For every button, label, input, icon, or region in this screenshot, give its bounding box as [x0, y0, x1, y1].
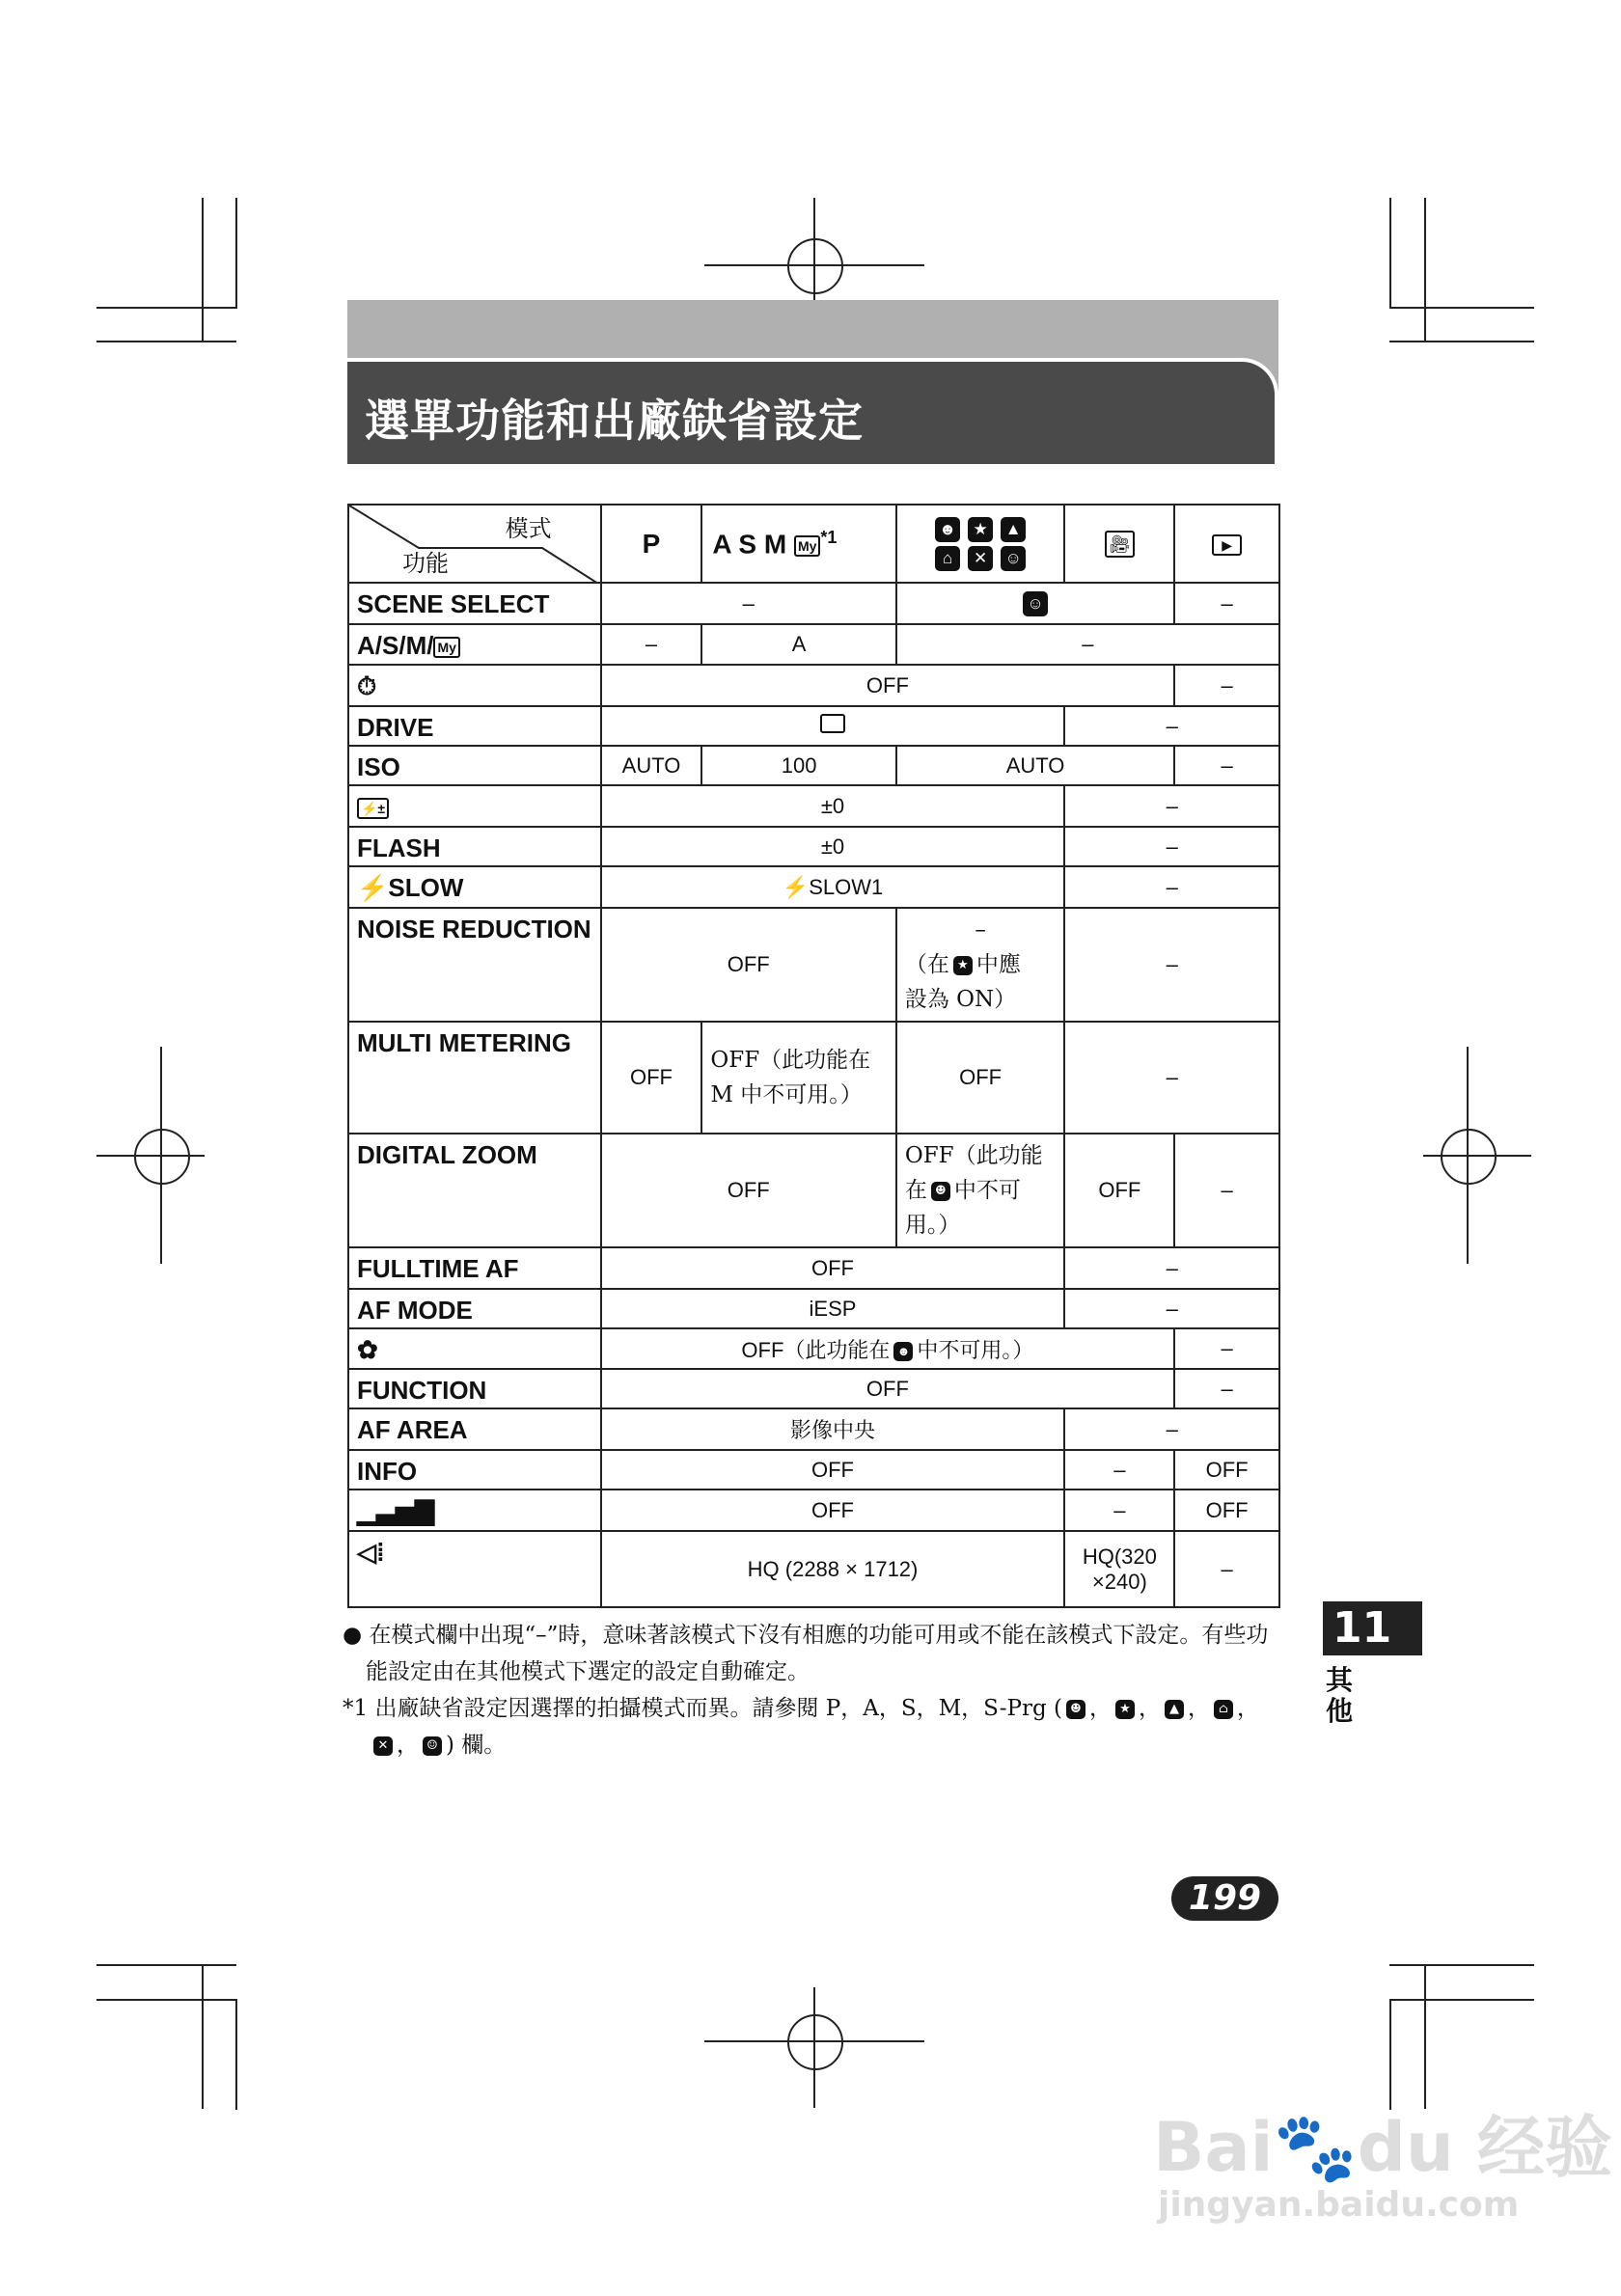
cell: – [1064, 866, 1279, 908]
table-row [348, 827, 1279, 866]
cell-text: 中應 [975, 952, 1021, 977]
flash-compensation-icon: ⚡± [357, 798, 389, 819]
cell: OFF [601, 1490, 1065, 1531]
sep: ， [397, 1733, 419, 1758]
table-row [348, 624, 1279, 665]
landscape-icon: ▲ [1001, 517, 1026, 542]
row-label [348, 624, 601, 665]
cell [896, 583, 1174, 624]
self-portrait-icon: ☺ [1001, 546, 1026, 571]
cell-text: SLOW1 [809, 874, 884, 899]
footnotes [343, 1617, 1283, 1763]
table-row [348, 746, 1279, 785]
cell: – [1064, 1490, 1174, 1531]
mode-play [1174, 505, 1279, 583]
histogram-icon: ▁▃▅▇ [348, 1490, 601, 1531]
cell-text: 中不可用。） [917, 1337, 1034, 1362]
row-label: DRIVE [348, 706, 601, 746]
table-row [348, 1490, 1279, 1531]
mode-asm [701, 505, 895, 583]
cell-text: ×240) [1091, 1569, 1147, 1594]
crop-mark [1389, 1999, 1534, 2001]
sep: ， [1237, 1696, 1259, 1721]
movie-icon: 🎥︎ [1105, 531, 1135, 558]
sep: ， [1089, 1696, 1112, 1721]
crop-mark [96, 1964, 236, 1966]
page-number: 199 [1171, 1876, 1278, 1921]
cell: – [1064, 908, 1279, 1022]
cell: – [1174, 1369, 1279, 1408]
cell: – [1064, 1022, 1279, 1134]
registration-circle [787, 2014, 843, 2070]
registration-circle [1441, 1129, 1497, 1185]
cell [601, 866, 1065, 908]
note-text: *1 出廠缺省設定因選擇的拍攝模式而異。請參閱 P，A，S，M，S-Prg ( [343, 1696, 1062, 1721]
mode-label: 模式 [505, 516, 552, 542]
cell: OFF [601, 1134, 896, 1247]
cell: OFF [601, 908, 896, 1022]
row-label [348, 785, 601, 827]
cell-text: OFF（此功能在 [904, 1143, 1043, 1203]
row-label-text: A/S/M/ [357, 631, 434, 660]
row-label: DIGITAL ZOOM [348, 1134, 601, 1247]
row-label: AF MODE [348, 1289, 601, 1328]
cell [896, 908, 1065, 1022]
cell: – [1064, 1247, 1279, 1289]
cell: OFF [1174, 1490, 1279, 1531]
row-label: INFO [348, 1450, 601, 1490]
table-row [348, 1134, 1279, 1247]
table-row [348, 1022, 1279, 1134]
single-shot-icon [820, 714, 845, 733]
sports-icon: ✕ [373, 1736, 393, 1756]
asm-footnote: *1 [820, 527, 838, 547]
cell-text: OFF（此功能在 [741, 1337, 891, 1362]
night-scene-icon: ★ [1115, 1700, 1135, 1719]
table-row [348, 706, 1279, 746]
sports-icon: ✕ [968, 546, 993, 571]
cell: – [1174, 746, 1279, 785]
cell: – [1174, 1134, 1279, 1247]
cell: OFF [896, 1022, 1065, 1134]
table-row [348, 908, 1279, 1022]
cell: – [1064, 1408, 1279, 1450]
row-label-text: SLOW [388, 873, 464, 902]
portrait-icon: ☻ [931, 1182, 950, 1201]
landscape-portrait-icon: ⌂ [1214, 1700, 1233, 1719]
crop-mark [96, 341, 236, 342]
table-header-row [348, 505, 1279, 583]
cell [896, 1134, 1065, 1247]
self-portrait-icon: ☺ [423, 1736, 442, 1756]
cell: HQ (2288 × 1712) [601, 1531, 1065, 1607]
cell: – [1174, 665, 1279, 706]
landscape-portrait-icon: ⌂ [935, 546, 960, 571]
cell [601, 1328, 1175, 1369]
sep: ， [1188, 1696, 1210, 1721]
crop-mark [1389, 1964, 1534, 1966]
table-row [348, 1531, 1279, 1607]
row-label: FUNCTION [348, 1369, 601, 1408]
cell: – [1174, 1328, 1279, 1369]
registration-circle [787, 238, 843, 294]
cell-text: 設為 ON） [904, 987, 1017, 1012]
table-row [348, 1247, 1279, 1289]
baidu-watermark: Bai🐾du 经验 [1153, 2108, 1613, 2187]
flash-icon: ⚡ [782, 874, 810, 899]
cell: OFF [601, 1247, 1065, 1289]
cell [1064, 1531, 1174, 1607]
table-row [348, 785, 1279, 827]
mode-p: P [601, 505, 702, 583]
cell: A [701, 624, 895, 665]
table-row [348, 1450, 1279, 1490]
row-label: AF AREA [348, 1408, 601, 1450]
flash-icon: ⚡ [357, 873, 389, 902]
crop-mark [1389, 307, 1534, 309]
cell: – [1064, 785, 1279, 827]
cell: ±0 [601, 785, 1065, 827]
function-label: 功能 [402, 551, 449, 577]
table-row [348, 1369, 1279, 1408]
header-corner [348, 505, 601, 583]
crop-mark [235, 198, 237, 309]
cell: OFF [601, 1450, 1065, 1490]
chapter-tab: 11 [1323, 1601, 1422, 1655]
page-title: 選單功能和出廠缺省設定 [365, 395, 864, 447]
note-asterisk [343, 1690, 1283, 1763]
table-row [348, 583, 1279, 624]
cell-text: （在 [904, 952, 949, 977]
asm-label: A S M [712, 529, 787, 560]
table-row [348, 665, 1279, 706]
cell: – [601, 624, 702, 665]
portrait-icon: ☻ [1066, 1700, 1085, 1719]
table-row [348, 1328, 1279, 1369]
crop-mark [96, 1999, 236, 2001]
crop-mark [1389, 341, 1534, 342]
cell: – [1174, 1531, 1279, 1607]
crop-mark [1424, 198, 1426, 342]
mode-scene [896, 505, 1065, 583]
row-label: SCENE SELECT [348, 583, 601, 624]
row-label: FLASH [348, 827, 601, 866]
note-text: ) 欄。 [446, 1733, 507, 1758]
registration-circle [134, 1129, 190, 1185]
cell: 100 [701, 746, 895, 785]
row-label [348, 866, 601, 908]
cell: AUTO [896, 746, 1174, 785]
cell: OFF（此功能在 M 中不可用。） [701, 1022, 895, 1134]
crop-mark [1424, 1964, 1426, 2109]
chapter-label: 其他 [1326, 1664, 1354, 1727]
cell-text: – [975, 917, 986, 943]
cell: – [1064, 1450, 1174, 1490]
cell: – [1174, 583, 1279, 624]
self-timer-icon: ⏱ [348, 665, 601, 706]
cell: OFF [601, 1369, 1175, 1408]
cell: – [1064, 827, 1279, 866]
super-macro-icon: ✿ [348, 1328, 601, 1369]
crop-mark [202, 198, 204, 342]
table-row [348, 1408, 1279, 1450]
cell: OFF [1064, 1134, 1174, 1247]
cell: ±0 [601, 827, 1065, 866]
cell: OFF [1174, 1450, 1279, 1490]
cell: – [896, 624, 1279, 665]
cell: 影像中央 [601, 1408, 1065, 1450]
watermark-url: jingyan.baidu.com [1158, 2185, 1520, 2225]
note-dash: ● 在模式欄中出現“–”時，意味著該模式下沒有相應的功能可用或不能在該模式下設定。有些功能設定由在其他模式下選定的設定自動確定。 [343, 1623, 1269, 1684]
record-mode-icon: ◁⁞ [348, 1531, 601, 1607]
portrait-icon: ☻ [935, 517, 960, 542]
settings-table [347, 504, 1280, 1608]
cell: OFF [601, 665, 1175, 706]
cell: – [1064, 1289, 1279, 1328]
play-icon: ▶ [1212, 534, 1242, 556]
sep: ， [1139, 1696, 1161, 1721]
portrait-icon: ☻ [893, 1342, 913, 1361]
row-label: NOISE REDUCTION [348, 908, 601, 1022]
cell: iESP [601, 1289, 1065, 1328]
my-mode-icon: My [433, 637, 459, 658]
cell: OFF [601, 1022, 702, 1134]
cell-text: 中不可用。） [904, 1178, 1021, 1238]
crop-mark [235, 1999, 237, 2110]
my-mode-icon: My [794, 535, 820, 557]
table-row [348, 866, 1279, 908]
cell [601, 706, 1065, 746]
cell: – [601, 583, 896, 624]
crop-mark [1389, 198, 1391, 309]
cell: – [1064, 706, 1279, 746]
self-portrait-icon: ☺ [1023, 591, 1048, 616]
cell: AUTO [601, 746, 702, 785]
row-label: ISO [348, 746, 601, 785]
crop-mark [202, 1964, 204, 2109]
table-row [348, 1289, 1279, 1328]
crop-mark [96, 307, 236, 309]
mode-movie [1064, 505, 1174, 583]
night-scene-icon: ★ [953, 956, 973, 975]
row-label: MULTI METERING [348, 1022, 601, 1134]
landscape-icon: ▲ [1165, 1700, 1184, 1719]
row-label: FULLTIME AF [348, 1247, 601, 1289]
cell-text: HQ(320 [1082, 1544, 1157, 1569]
night-scene-icon: ★ [968, 517, 993, 542]
